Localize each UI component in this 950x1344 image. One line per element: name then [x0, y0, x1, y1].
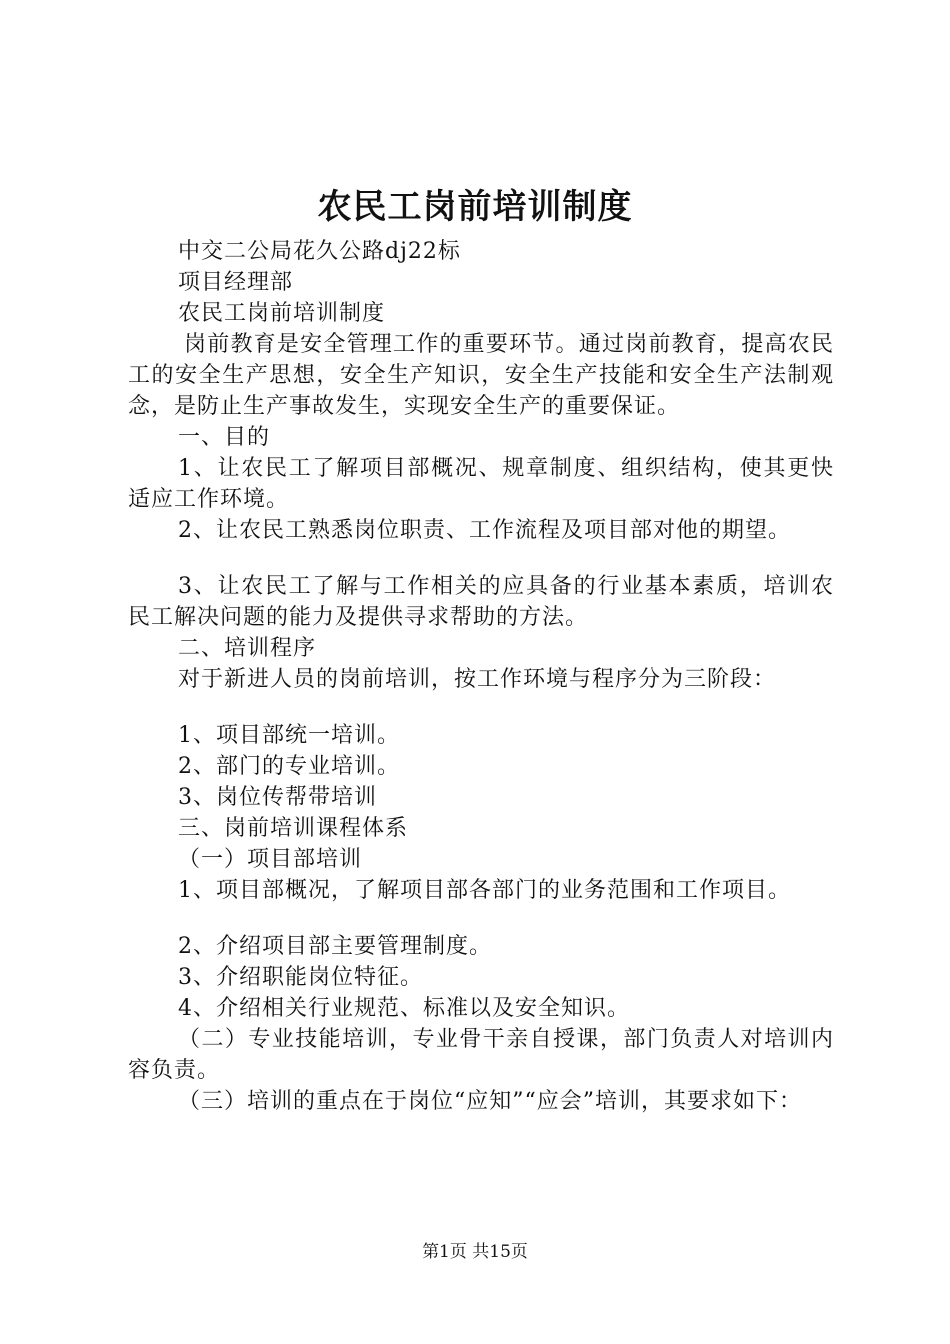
header-line-department: 项目经理部: [178, 270, 294, 295]
purpose-item-1: 1、让农民工了解项目部概况、规章制度、组织结构，使其更快适应工作环境。: [128, 456, 834, 512]
procedure-item-1: 1、项目部统一培训。: [178, 723, 400, 748]
curriculum-item-2: 2、介绍项目部主要管理制度。: [178, 934, 492, 959]
page-footer: 第1页 共15页: [422, 1242, 528, 1262]
paragraph-gap: [128, 695, 834, 720]
procedure-intro: 对于新进人员的岗前培训，按工作环境与程序分为三阶段：: [178, 667, 777, 692]
curriculum-item-3: 3、介绍职能岗位特征。: [178, 965, 423, 990]
paragraph-gap: [128, 906, 834, 931]
section-heading-purpose: 一、目的: [178, 425, 271, 450]
document-title: 农民工岗前培训制度: [317, 187, 633, 227]
subsection-heading-project-training: （一）项目部培训: [178, 847, 363, 872]
procedure-item-2: 2、部门的专业培训。: [178, 754, 400, 779]
header-line-organization: 中交二公局花久公路dj22标: [178, 239, 461, 264]
header-line-subject: 农民工岗前培训制度: [178, 301, 386, 326]
purpose-item-2: 2、让农民工熟悉岗位职责、工作流程及项目部对他的期望。: [178, 518, 791, 543]
curriculum-item-4: 4、介绍相关行业规范、标准以及安全知识。: [178, 996, 630, 1021]
paragraph-gap: [128, 546, 834, 571]
section-heading-procedure: 二、培训程序: [178, 636, 317, 661]
subsection-training-focus: （三）培训的重点在于岗位“应知”“应会”培训，其要求如下：: [178, 1089, 802, 1114]
section-heading-curriculum: 三、岗前培训课程体系: [178, 816, 409, 841]
purpose-item-3: 3、让农民工了解与工作相关的应具备的行业基本素质，培训农民工解决问题的能力及提供寻求帮助的方法。: [128, 574, 834, 630]
subsection-professional-training: （二）专业技能培训，专业骨干亲自授课，部门负责人对培训内容负责。: [128, 1027, 834, 1083]
curriculum-item-1: 1、项目部概况，了解项目部各部门的业务范围和工作项目。: [178, 878, 791, 903]
procedure-item-3: 3、岗位传帮带培训: [178, 785, 377, 810]
document-body: [128, 236, 834, 1117]
intro-paragraph: 岗前教育是安全管理工作的重要环节。通过岗前教育，提高农民工的安全生产思想，安全生产知识，安全生产技能和安全生产法制观念，是防止生产事故发生，实现安全生产的重要保证。: [128, 332, 834, 419]
